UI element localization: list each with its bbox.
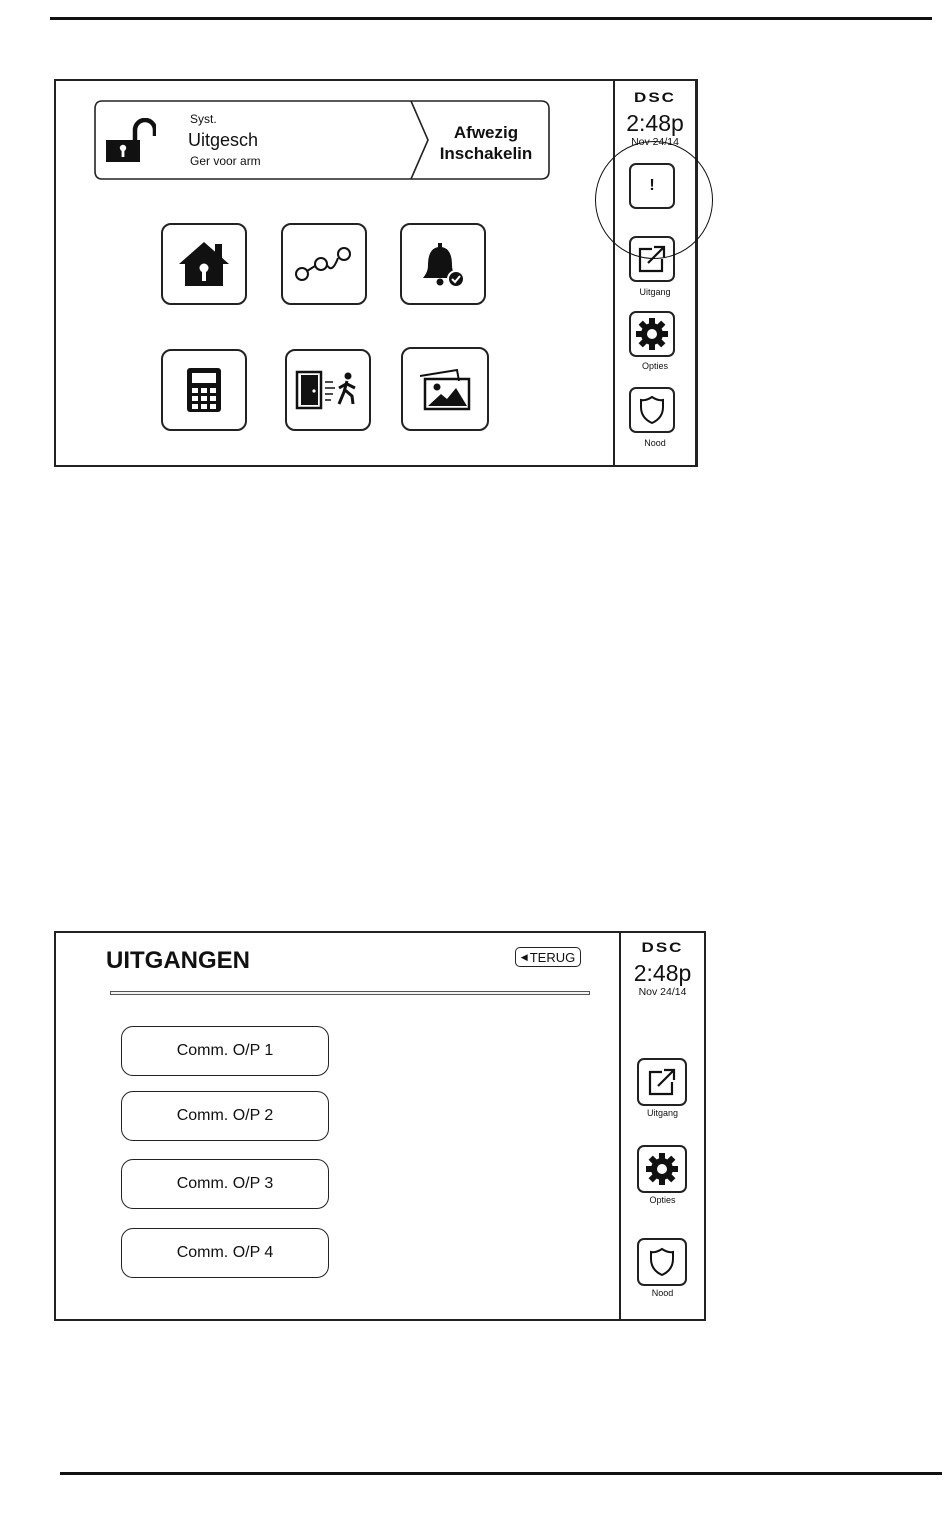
title-divider [110, 991, 590, 995]
bottom-rule [60, 1472, 942, 1475]
system-status-bar[interactable] [94, 100, 550, 180]
options-button[interactable] [629, 311, 675, 357]
output-icon [646, 1066, 678, 1098]
keypad-home-screen [54, 79, 698, 467]
output-button-2[interactable]: Comm. O/P 2 [121, 1091, 329, 1141]
shield-icon [639, 395, 665, 425]
brand-logo: DSC [634, 90, 676, 106]
outputs-label: Uitgang [646, 1108, 679, 1118]
outputs-screen [54, 931, 706, 1321]
away-arm-button[interactable] [426, 122, 546, 164]
brand-logo: DSC [641, 940, 684, 956]
unlocked-padlock-icon [104, 118, 156, 167]
right-sidebar [619, 933, 704, 1319]
options-button[interactable] [637, 1145, 687, 1193]
back-arrow-icon: ◀ [520, 951, 528, 962]
bell-check-icon [418, 239, 468, 289]
emergency-label: Nood [644, 438, 666, 448]
keypad-tile[interactable] [161, 349, 247, 431]
output-icon [636, 243, 668, 275]
emergency-button[interactable] [629, 387, 675, 433]
shield-icon [649, 1247, 675, 1277]
alarm-memory-tile[interactable] [400, 223, 486, 305]
status-ready-text: Ger voor arm [190, 154, 261, 168]
alert-icon: ! [649, 177, 655, 194]
alerts-button[interactable] [629, 163, 675, 209]
output-button-1[interactable]: Comm. O/P 1 [121, 1026, 329, 1076]
options-label: Opties [641, 361, 668, 371]
clock-time: 2:48p [626, 110, 684, 136]
status-state: Uitgesch [188, 130, 259, 150]
door-exit-icon [295, 370, 361, 410]
gear-icon [635, 317, 669, 351]
gear-icon [645, 1152, 679, 1186]
outputs-button[interactable] [629, 236, 675, 282]
home-arm-icon [177, 240, 231, 288]
clock-date: Nov 24/14 [631, 136, 679, 148]
away-arm-label-2: Inschakelin [439, 144, 533, 163]
top-rule [50, 17, 932, 20]
emergency-label: Nood [651, 1288, 674, 1298]
zones-icon [294, 244, 354, 284]
output-button-4[interactable]: Comm. O/P 4 [121, 1228, 329, 1278]
photos-icon [417, 367, 473, 411]
zones-tile[interactable] [281, 223, 367, 305]
output-button-3[interactable]: Comm. O/P 3 [121, 1159, 329, 1209]
keypad-icon [187, 368, 221, 412]
clock-time: 2:48p [633, 960, 692, 986]
emergency-button[interactable] [637, 1238, 687, 1286]
outputs-button[interactable] [637, 1058, 687, 1106]
back-button[interactable] [515, 947, 581, 967]
status-system-label: Syst. [190, 112, 217, 126]
back-label: TERUG [529, 949, 576, 965]
photos-tile[interactable] [401, 347, 489, 431]
away-arm-label-1: Afwezig [453, 123, 519, 142]
exit-delay-tile[interactable] [285, 349, 371, 431]
clock-date: Nov 24/14 [638, 986, 687, 998]
page-title: UITGANGEN [106, 947, 250, 974]
right-sidebar [613, 81, 695, 465]
outputs-label: Uitgang [639, 287, 671, 297]
stay-arm-tile[interactable] [161, 223, 247, 305]
options-label: Opties [649, 1195, 676, 1205]
